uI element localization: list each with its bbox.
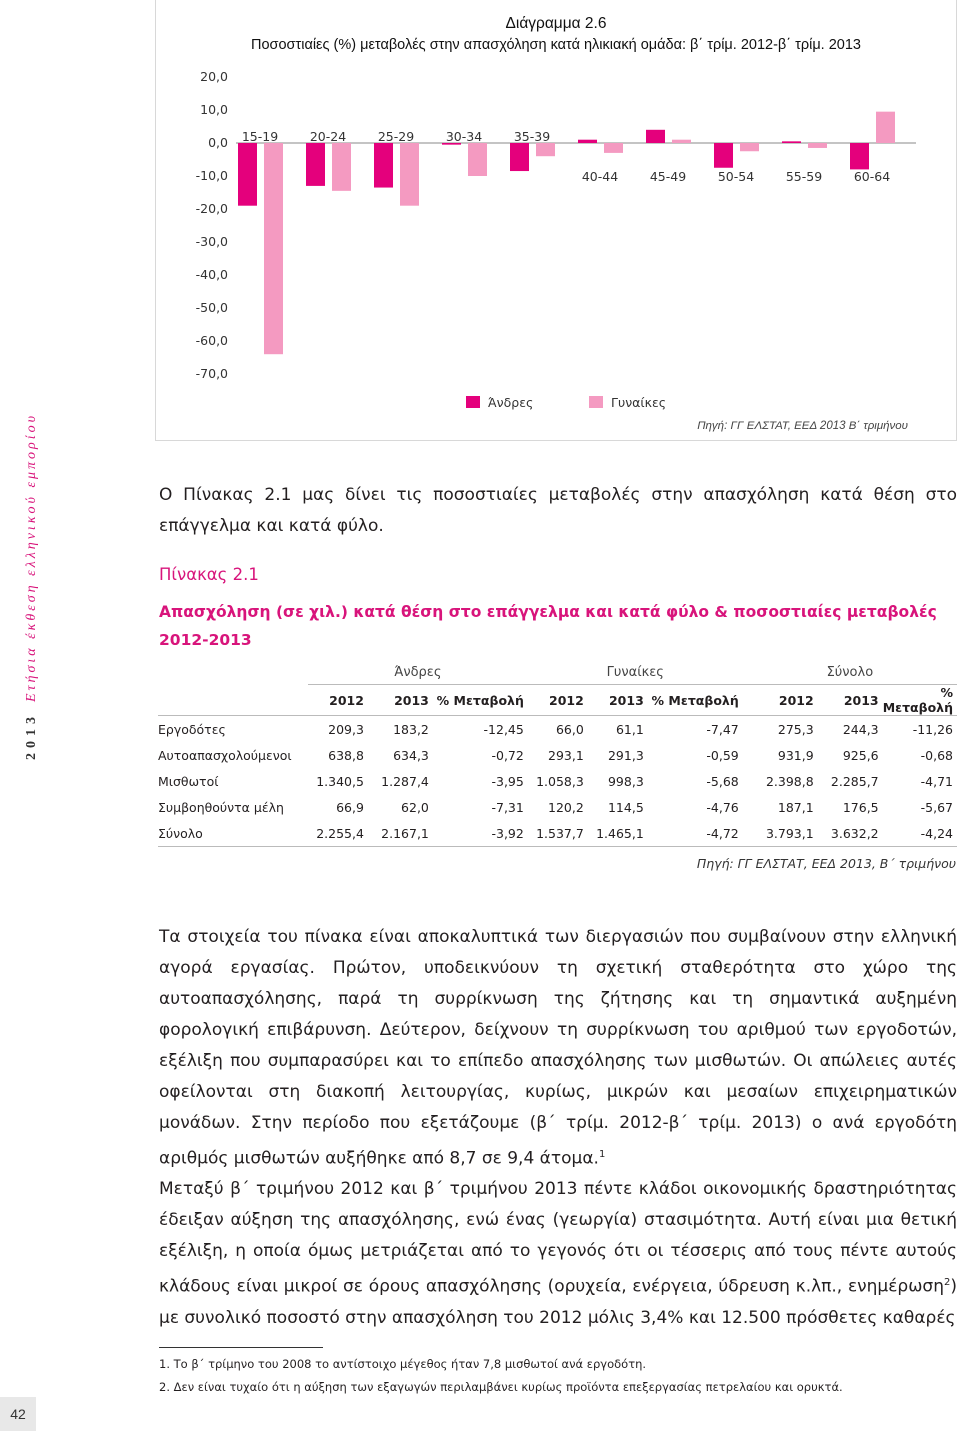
- x-tick-label: 60-64: [853, 169, 891, 184]
- bar-men: [578, 140, 597, 143]
- table-cell: 120,2: [548, 799, 584, 815]
- table-cell: -5,68: [706, 773, 739, 789]
- x-tick-label: 45-49: [649, 169, 687, 184]
- legend-label: Γυναίκες: [611, 395, 667, 410]
- page-number: 42: [0, 1397, 36, 1431]
- table-cell: 3.793,1: [743, 820, 818, 847]
- table-cell: 66,0: [555, 721, 584, 737]
- y-tick-label: -70,0: [195, 366, 228, 381]
- x-tick-label: 15-19: [241, 129, 279, 144]
- legend-swatch: [589, 396, 603, 408]
- paragraph-1-text: Τα στοιχεία του πίνακα είναι αποκαλυπτικά των διεργασιών που συμβαίνουν στην ελληνική αγορά εργασίας. Πρώτον, υποδεικνύουν τη σχετική σταθερότητα στο χώρο της αυτοαπασχόλησης, παρά τη συρρίκνωση της ζήτησης και τη σημαντικά αυξημένη φορολογική επιβάρυνση. Δεύτερον, δείχνουν τη συρρίκνωση του αριθμού των εργοδοτών, εξέλιξη που συμπαρασύρει και το επίπεδο απασχόλησης των μισθωτών. Οι απώλειες αυτές οφείλονται στη διακοπή λειτουργίας, κυρίως, μικρών και μεσαίων επιχειρηματικών μονάδων. Στην περίοδο που εξετάζουμε (β΄ τρίμ. 2012-β΄ τρίμ. 2013) ο ανά εργοδότη αριθμός μισθωτών αυξήθηκε από 8,7 σε 9,4 άτομα.: [159, 927, 957, 1169]
- x-tick-label: 50-54: [717, 169, 755, 184]
- table-cell: 638,8: [328, 747, 364, 763]
- bar-chart: [0, 0, 960, 441]
- row-label: Εργοδότες: [158, 721, 226, 737]
- table-cell: 1.537,7: [528, 820, 588, 847]
- y-tick-label: -30,0: [195, 234, 228, 249]
- y-tick-label: -20,0: [195, 201, 228, 216]
- table-cell: 931,9: [777, 747, 814, 763]
- y-tick-label: 10,0: [200, 102, 228, 117]
- column-header: % Μεταβολή: [883, 685, 957, 716]
- side-label: [24, 413, 40, 760]
- table-cell: 634,3: [393, 747, 429, 763]
- table-cell: 925,6: [842, 747, 879, 763]
- y-tick-label: 20,0: [200, 69, 228, 84]
- table-row: [158, 794, 957, 820]
- table-cell: -0,72: [491, 747, 524, 763]
- table-cell: 62,0: [401, 799, 429, 815]
- bar-men: [374, 143, 393, 188]
- table-cell: 176,5: [842, 799, 879, 815]
- paragraph-2: [159, 1174, 957, 1334]
- row-label: Σύνολο: [158, 820, 308, 847]
- footnote-2: 2. Δεν είναι τυχαίο ότι η αύξηση των εξαγωγών περιλαμβάνει κυρίως προϊόντα επεξεργασίας πετρελαίου και ορυκτά.: [159, 1380, 843, 1394]
- table-label: Πίνακας 2.1: [159, 565, 259, 584]
- row-label: Μισθωτοί: [158, 773, 219, 789]
- table-row: [158, 768, 957, 794]
- bar-women: [536, 143, 555, 156]
- legend-swatch: [466, 396, 480, 408]
- x-tick-label: 40-44: [581, 169, 619, 184]
- intro-paragraph: Ο Πίνακας 2.1 μας δίνει τις ποσοστιαίες μεταβολές στην απασχόληση κατά θέση στο επάγγελμα και κατά φύλο.: [159, 485, 957, 536]
- column-header: % Μεταβολή: [648, 685, 743, 716]
- table-source: Πηγή: ΓΓ ΕΛΣΤΑΤ, ΕΕΔ 2013, Β΄ τριμήνου: [696, 856, 956, 871]
- x-tick-label: 25-29: [377, 129, 415, 144]
- table-cell: -4,24: [883, 820, 957, 847]
- group-header: Σύνολο: [743, 660, 957, 685]
- footnote-1: 1. Το β΄ τρίμηνο του 2008 το αντίστοιχο μέγεθος ήταν 7,8 μισθωτοί ανά εργοδότη.: [159, 1357, 647, 1371]
- table-cell: 183,2: [393, 721, 429, 737]
- table-cell: 3.632,2: [818, 820, 883, 847]
- y-tick-label: -60,0: [195, 333, 228, 348]
- table-row: [158, 820, 957, 847]
- table-cell: 114,5: [607, 799, 644, 815]
- table-cell: 66,9: [336, 799, 364, 815]
- bar-men: [850, 143, 869, 169]
- x-tick-label: 20-24: [309, 129, 347, 144]
- bar-women: [672, 140, 691, 143]
- footnote-rule: [159, 1347, 323, 1348]
- table-cell: 2.255,4: [308, 820, 368, 847]
- bar-men: [782, 141, 801, 143]
- table-cell: 2.285,7: [830, 773, 879, 789]
- bar-women: [400, 143, 419, 206]
- column-header: 2012: [743, 685, 818, 716]
- bar-women: [264, 143, 283, 354]
- table-row: [158, 742, 957, 768]
- x-tick-label: 35-39: [513, 129, 551, 144]
- table-cell: -4,76: [706, 799, 739, 815]
- table-title: Απασχόληση (σε χιλ.) κατά θέση στο επάγγελμα και κατά φύλο & ποσοστιαίες μεταβολές 2012-2013: [159, 603, 937, 649]
- bar-women: [332, 143, 351, 191]
- bar-men: [510, 143, 529, 171]
- bar-women: [740, 143, 759, 151]
- y-tick-label: -50,0: [195, 300, 228, 315]
- column-header: 2013: [818, 685, 883, 716]
- table-cell: -0,68: [920, 747, 953, 763]
- paragraph-2-text-a: Μεταξύ β΄ τριμήνου 2012 και β΄ τριμήνου 2013 πέντε κλάδοι οικονομικής δραστηριότητας έδειξαν αύξηση της απασχόλησης, ενώ ένας (γεωργία) στασιμότητα. Αυτή είναι μια θετική εξέλιξη, η οποία όμως μετριάζεται από το γεγονός ότι οι τέσσερις από τους πέντε αυτούς κλάδους είναι μικροί σε όρους απασχόλησης (ορυχεία, ενέργεια, ύδρευση κ.λπ., ενημέρωση: [159, 1179, 957, 1297]
- table-cell: -11,26: [912, 721, 953, 737]
- y-tick-label: 0,0: [208, 135, 228, 150]
- table-cell: 2.167,1: [368, 820, 433, 847]
- chart-source: Πηγή: ΓΓ ΕΛΣΤΑΤ, ΕΕΔ 2013 Β΄ τριμήνου: [697, 420, 908, 432]
- table-cell: -0,59: [706, 747, 739, 763]
- table-cell: -5,67: [920, 799, 953, 815]
- footnote-ref-2: 2: [943, 1277, 951, 1288]
- table-cell: 1.340,5: [316, 773, 364, 789]
- table-cell: -3,92: [433, 820, 528, 847]
- paragraph-2-text-b: ) με συνολικό ποσοστό στην απασχόληση του 2012 μόλις 3,4% και 12.500 πρόσθετες καθαρές: [159, 1276, 957, 1328]
- bar-women: [876, 112, 895, 143]
- bar-women: [604, 143, 623, 153]
- chart-subtitle: Ποσοστιαίες (%) μεταβολές στην απασχόληση κατά ηλικιακή ομάδα: β΄ τρίμ. 2012-β΄ τρίμ. 2013: [251, 37, 861, 53]
- table-cell: -12,45: [483, 721, 524, 737]
- table-cell: -3,95: [491, 773, 524, 789]
- table-cell: -4,71: [920, 773, 953, 789]
- table-cell: 187,1: [777, 799, 814, 815]
- row-label: Συμβοηθούντα μέλη: [158, 799, 284, 815]
- table-cell: 275,3: [777, 721, 814, 737]
- x-tick-label: 55-59: [785, 169, 823, 184]
- table-cell: 998,3: [607, 773, 644, 789]
- table-cell: -4,72: [648, 820, 743, 847]
- bar-men: [306, 143, 325, 186]
- group-header: Γυναίκες: [528, 660, 743, 685]
- table-cell: 209,3: [328, 721, 364, 737]
- employment-table: [158, 660, 957, 847]
- table-cell: 1.287,4: [381, 773, 429, 789]
- bar-women: [808, 143, 827, 148]
- side-label-year: 2013: [24, 712, 39, 760]
- bar-men: [714, 143, 733, 168]
- y-tick-label: -10,0: [195, 168, 228, 183]
- column-header: % Μεταβολή: [433, 685, 528, 716]
- column-header: 2013: [368, 685, 433, 716]
- table-cell: 61,1: [615, 721, 644, 737]
- row-label: Αυτοαπασχολούμενοι: [158, 747, 292, 763]
- side-label-text: Ετήσια έκθεση ελληνικού εμπορίου: [24, 412, 39, 702]
- table-cell: 244,3: [842, 721, 879, 737]
- group-header: Άνδρες: [308, 660, 528, 685]
- table-cell: 291,3: [607, 747, 644, 763]
- bar-women: [468, 143, 487, 176]
- legend-label: Άνδρες: [488, 395, 534, 410]
- bar-men: [238, 143, 257, 206]
- column-header: 2012: [528, 685, 588, 716]
- chart-title: Διάγραμμα 2.6: [505, 15, 607, 32]
- table-cell: 1.058,3: [536, 773, 584, 789]
- table-cell: -7,31: [491, 799, 524, 815]
- table-row: [158, 716, 957, 743]
- column-header: 2012: [308, 685, 368, 716]
- paragraph-1: [159, 922, 957, 1175]
- x-tick-label: 30-34: [445, 129, 483, 144]
- table-cell: 293,1: [548, 747, 584, 763]
- y-tick-label: -40,0: [195, 267, 228, 282]
- bar-men: [646, 130, 665, 143]
- table-cell: 1.465,1: [588, 820, 648, 847]
- column-header: 2013: [588, 685, 648, 716]
- table-cell: 2.398,8: [765, 773, 814, 789]
- table-cell: -7,47: [706, 721, 739, 737]
- footnote-ref-1: 1: [598, 1149, 606, 1160]
